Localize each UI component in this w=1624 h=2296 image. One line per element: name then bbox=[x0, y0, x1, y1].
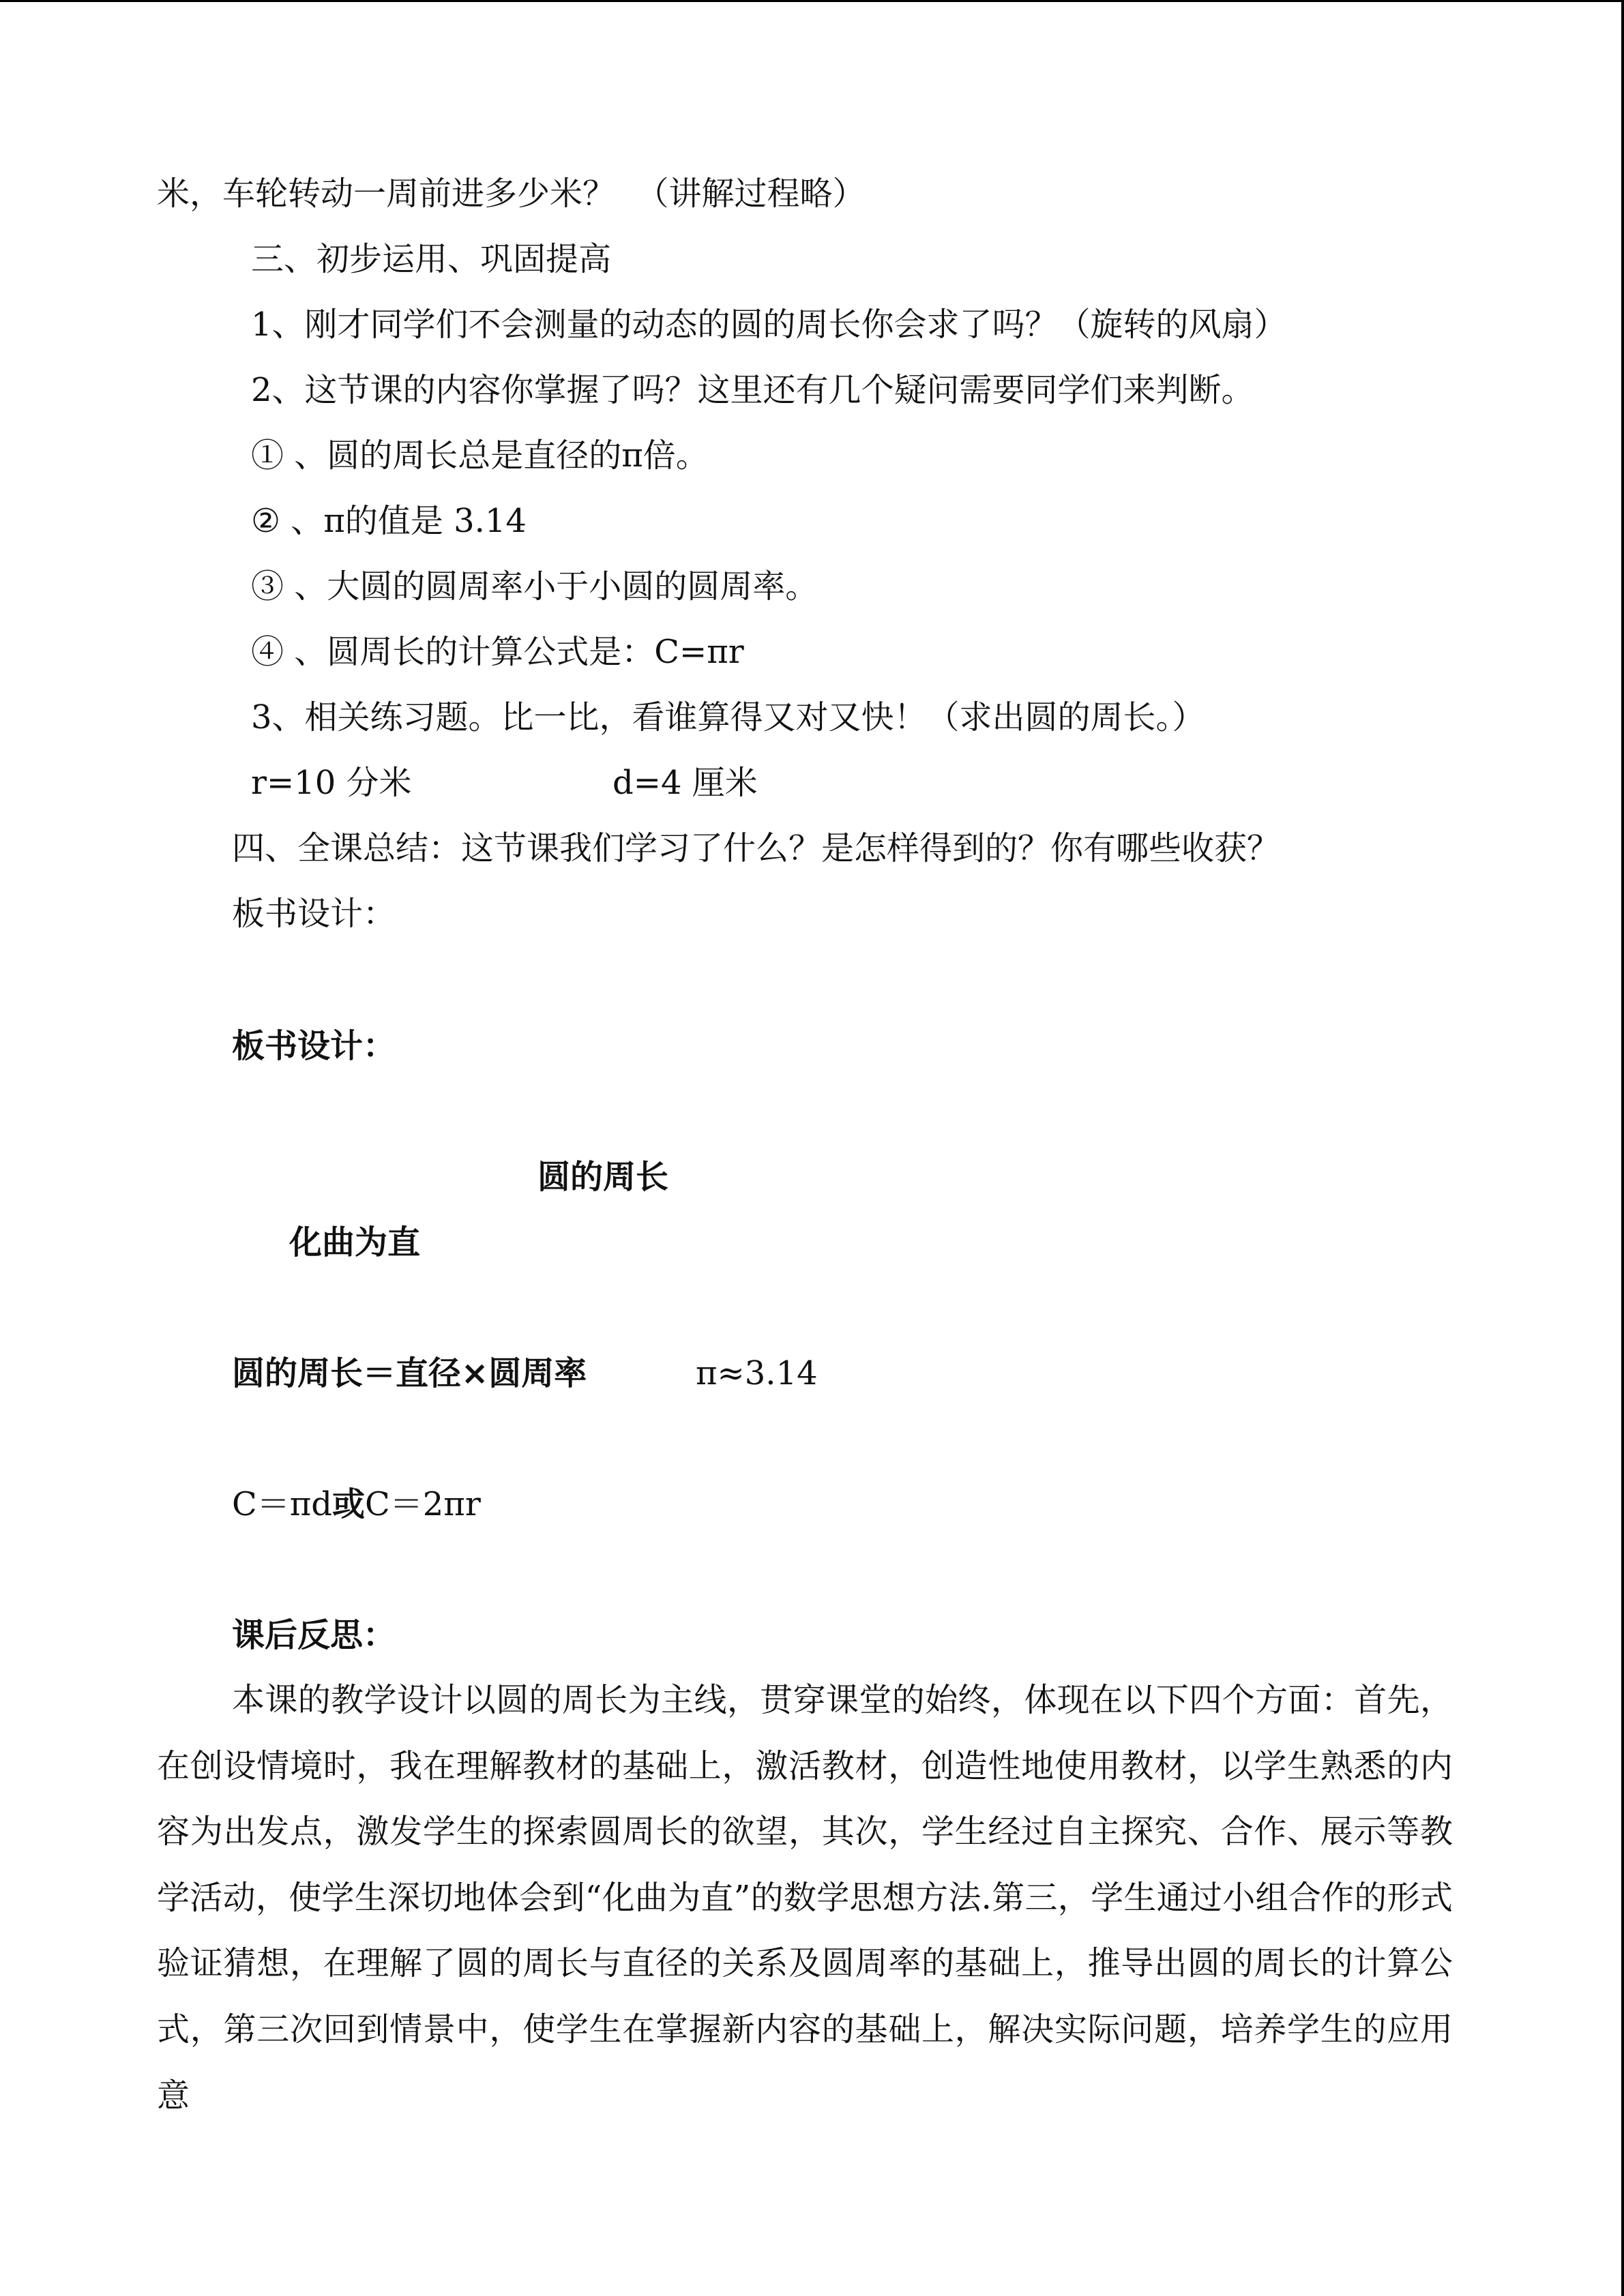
question-2: 2、这节课的内容你掌握了吗？这里还有几个疑问需要同学们来判断。 bbox=[251, 371, 1254, 409]
question-3: 3、相关练习题。比一比，看谁算得又对又快！（求出圆的周长。） bbox=[251, 698, 1205, 736]
board-design-heading: 板书设计： bbox=[232, 1027, 396, 1065]
judgment-item-2: ② 、π的值是 3.14 bbox=[251, 502, 527, 540]
formula-line bbox=[232, 1482, 481, 1526]
board-subtitle: 化曲为直 bbox=[289, 1223, 421, 1262]
board-design-label: 板书设计： bbox=[232, 895, 396, 933]
text-line-1: 米，车轮转动一周前进多少米？ （讲解过程略） bbox=[157, 175, 866, 213]
judgment-item-1: ① 、圆的周长总是直径的π倍。 bbox=[251, 436, 709, 475]
board-title: 圆的周长 bbox=[537, 1158, 669, 1196]
section-heading-4: 四、全课总结：这节课我们学习了什么？是怎样得到的？你有哪些收获？ bbox=[232, 829, 1280, 867]
pi-approximation: π≈3.14 bbox=[696, 1354, 818, 1392]
exercise-radius: r=10 分米 bbox=[251, 764, 412, 802]
formula-or: 或 bbox=[332, 1485, 366, 1523]
reflection-heading: 课后反思： bbox=[232, 1616, 396, 1654]
exercise-diameter: d=4 厘米 bbox=[612, 764, 758, 802]
page-right-border bbox=[1621, 0, 1624, 2296]
formula-diameter: C＝πd bbox=[232, 1485, 333, 1523]
judgment-item-3: ③ 、大圆的圆周率小于小圆的圆周率。 bbox=[251, 567, 818, 606]
section-heading-3: 三、初步运用、巩固提高 bbox=[251, 240, 612, 278]
page-top-border bbox=[0, 0, 1624, 2]
judgment-item-4: ④ 、圆周长的计算公式是：C=πr bbox=[251, 633, 744, 671]
reflection-paragraph: 本课的教学设计以圆的周长为主线，贯穿课堂的始终，体现在以下四个方面：首先，在创设情境时，我在理解教材的基础上，激活教材，创造性地使用教材，以学生熟悉的内容为出发点，激发学生的探索圆周长的欲望，其次，学生经过自主探究、合作、展示等教学活动，使学生深切地体会到“化曲为直”的数学思想方法.第三，学生通过小组合作的形式验证猜想，在理解了圆的周长与直径的关系及圆周率的基础上，推导出圆的周长的计算公式，第三次回到情景中，使学生在掌握新内容的基础上，解决实际问题，培养学生的应用意 bbox=[157, 1681, 1453, 2115]
circumference-formula: 圆的周长＝直径×圆周率 bbox=[232, 1354, 587, 1392]
formula-radius: C＝2πr bbox=[365, 1485, 481, 1523]
question-1: 1、刚才同学们不会测量的动态的圆的周长你会求了吗？（旋转的风扇） bbox=[251, 305, 1287, 344]
